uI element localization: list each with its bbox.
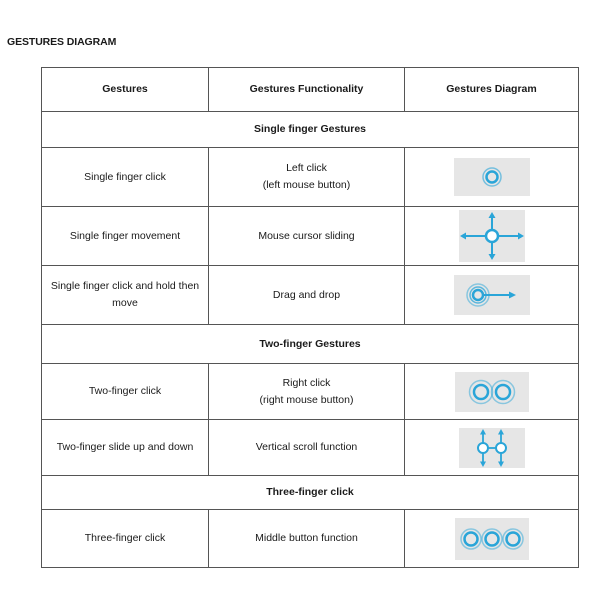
gesture-cell	[42, 266, 209, 325]
gesture-line: move	[112, 297, 138, 309]
diagram-cell	[405, 364, 579, 420]
header-functionality: Gestures Functionality	[209, 68, 405, 112]
function-cell	[209, 148, 405, 207]
function-line: Right click	[282, 376, 331, 389]
gestures-table	[41, 67, 579, 568]
table-row	[42, 364, 579, 420]
table-row	[42, 510, 579, 568]
hold-drag-icon	[454, 275, 530, 315]
section-row	[42, 325, 579, 364]
diagram-cell	[405, 148, 579, 207]
diagram-cell	[405, 266, 579, 325]
diagram-cell	[405, 510, 579, 568]
function-cell	[209, 364, 405, 420]
section-two-finger: Two-finger Gestures	[42, 325, 579, 364]
function-cell: Middle button function	[209, 510, 405, 568]
diagram-cell	[405, 207, 579, 266]
gesture-cell: Three-finger click	[42, 510, 209, 568]
gesture-line: Single finger click and hold then	[50, 280, 200, 292]
gesture-cell: Single finger click	[42, 148, 209, 207]
table-row	[42, 266, 579, 325]
section-row	[42, 476, 579, 510]
gesture-cell: Two-finger click	[42, 364, 209, 420]
function-cell: Mouse cursor sliding	[209, 207, 405, 266]
table-row	[42, 207, 579, 266]
table-row	[42, 420, 579, 476]
gesture-cell: Single finger movement	[42, 207, 209, 266]
function-line: (right mouse button)	[259, 393, 354, 406]
header-gestures: Gestures	[42, 68, 209, 112]
function-cell: Vertical scroll function	[209, 420, 405, 476]
function-line: (left mouse button)	[262, 179, 351, 191]
section-row	[42, 112, 579, 148]
two-finger-scroll-icon	[459, 428, 525, 468]
function-cell: Drag and drop	[209, 266, 405, 325]
diagram-cell	[405, 420, 579, 476]
function-line: Left click	[286, 162, 327, 174]
single-tap-icon	[454, 158, 530, 196]
gesture-cell: Two-finger slide up and down	[42, 420, 209, 476]
two-finger-tap-icon	[455, 372, 529, 412]
section-three-finger: Three-finger click	[42, 476, 579, 510]
section-single-finger: Single finger Gestures	[42, 112, 579, 148]
three-finger-tap-icon	[455, 518, 529, 560]
table-row	[42, 148, 579, 207]
header-row	[42, 68, 579, 112]
four-way-move-icon	[459, 210, 525, 262]
header-diagram: Gestures Diagram	[405, 68, 579, 112]
page-title: GESTURES DIAGRAM	[7, 36, 117, 48]
